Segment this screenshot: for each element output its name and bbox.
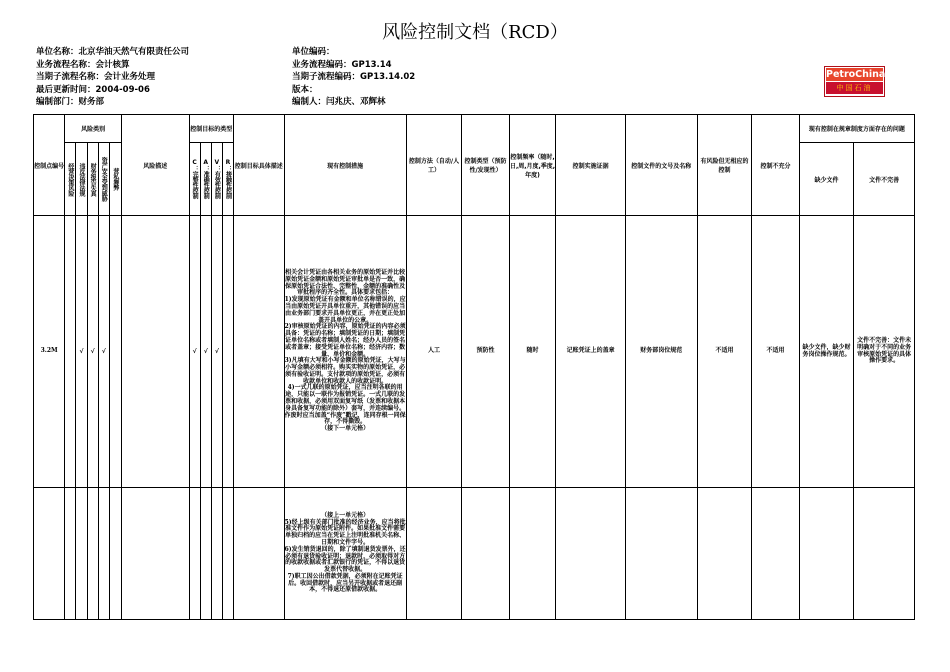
empty-cell [799,488,854,620]
control-type: 预防性 [462,216,509,488]
empty-cell [98,488,109,620]
risk-check [109,216,121,488]
header-frequency: 控制频率（随时,日,周,月度,季度,年度) [509,115,555,216]
header-risk-type: 财务报告失真 [87,143,98,216]
header-objective-type: 控制目标的类型 [189,115,233,143]
empty-cell [76,488,87,620]
empty-cell [509,488,555,620]
empty-cell [556,488,626,620]
risk-check: √ [87,216,98,488]
objective-check: √ [211,216,222,488]
header-measures: 现有控制措施 [284,115,406,216]
table-row [34,216,915,488]
empty-cell [200,488,211,620]
empty-cell [65,488,76,620]
header-objective-detail: 控制目标具体描述 [234,115,285,216]
empty-cell [625,488,697,620]
header-objective-type-item: C：完整性控制 [189,143,200,216]
header-incomplete-doc: 文件不完善 [854,143,915,216]
ctrl-insufficient: 不适用 [752,216,799,488]
risk-check [65,216,76,488]
objective-check: √ [200,216,211,488]
empty-cell [406,488,462,620]
subprocess-code: 当期子流程编码：GP13.14.02 [292,72,416,82]
empty-cell [109,488,121,620]
unit-name: 单位名称：北京华油天然气有限责任公司 [36,47,190,57]
control-method: 人工 [406,216,462,488]
objective-check [222,216,233,488]
header-insufficient: 控制不充分 [752,115,799,216]
petrochina-logo [824,66,885,97]
header-risk-type: 违反法律法规 [76,143,87,216]
header-risk-type: 经营决策风险 [65,143,76,216]
control-frequency: 随时 [509,216,555,488]
risk-desc [121,216,189,488]
header-risk-no-ctrl: 有风险但无相应的控制 [697,115,752,216]
author: 编制人：闫兆庆、邓辉林 [292,97,386,107]
header-objective-type-item: A：准确性控制 [200,143,211,216]
empty-cell [462,488,509,620]
header-risk-desc: 风险描述 [121,115,189,216]
control-measures: （接上一单元格） 5)经上级有关部门批准的经济业务，应当将批准文件作为原始凭证附件。如果批准文件需要单独归档的应当在凭证上注明批准机关名称、日期和文件字号。 6)发生销货退回的，除了填制退货发票外，还必须有退货验收证明；退款时，必须取得对方的收款收据或者汇款银行的凭证，不得以退货发票代替收据。 7)职工因公出借款凭据，必须附在记账凭证后。收回借款时，应当另开收据或者退还副本，不得退还原借款收据。 [284,488,406,620]
empty-cell [211,488,222,620]
control-evidence: 记账凭证上的盖章 [556,216,626,488]
table-row [34,488,915,620]
version: 版本： [292,84,318,95]
header-system-issue: 现有控制在规章制度方面存在的问题 [799,115,914,143]
risk-check: √ [98,216,109,488]
department: 编制部门：财务部 [36,97,105,107]
header-evidence: 控制实施证据 [556,115,626,216]
missing-doc: 缺少文件，缺少财务岗位操作规范。 [799,216,854,488]
header-risk-category: 风险类别 [65,115,122,143]
empty-cell [87,488,98,620]
empty-cell [234,488,285,620]
empty-cell [752,488,799,620]
objective-check: √ [189,216,200,488]
last-updated: 最后更新时间：2004-09-06 [36,84,150,95]
rcd-table [33,114,915,620]
control-no: 3.2M [34,216,65,488]
empty-cell [697,488,752,620]
risk-no-ctrl: 不适用 [697,216,752,488]
control-measures: 相关会计凭证由各相关业务的原始凭证并比较原始凭证金额和原始凭证审批单是否一致，确保原始凭证合法性、完整性，金额的准确性及审批程序的齐全性。具体要求包括： 1)发现原始凭证有金额和单位名称错误的，应当由原始凭证开具单位重开，其他错误的应当由业务部门要求开具单位更正，并在更正处加盖开具单位的公章。 2)审核原始凭证的内容，原始凭证的内容必须具备：凭证的名称；填制凭证的日期；填制凭证单位名称或者填制人姓名；经办人员的签名或者盖章；接受凭证单位名称；经济内容；数量、单价和金额。 3)凡填有大写和小写金额的原始凭证，大写与小写金额必须相符。购买实物的原始凭证，必须有验收证明。支付款项的原始凭证，必须有收款单位和收款人的收款证明。 4)一式几联的原始凭证，应当注明各联的用途，只能以一联作为报销凭证。一式几联的发票和收据，必须用双面复写纸（发票和收据本身具备复写功能的除外）套写，并连续编号。作废时应当加盖“作废”戳记，连同存根一同保存，不得撕毁。 （接下一单元格） [284,216,406,488]
header-control-no: 控制点编号 [34,115,65,216]
unit-code: 单位编码： [292,47,335,57]
risk-check: √ [76,216,87,488]
control-doc-ref: 财务部岗位规范 [625,216,697,488]
empty-cell [34,488,65,620]
header-risk-type: 资产安全受到威胁 [98,143,109,216]
meta-right [292,46,415,109]
subprocess-name: 当期子流程名称：会计业务处理 [36,72,156,82]
objective-detail [234,216,285,488]
header-method: 控制方法（自动/人工） [406,115,462,216]
header-risk-type: 营私舞弊 [109,143,121,216]
header-doc-ref: 控制文件的文号及名称 [625,115,697,216]
page-title: 风险控制文档（RCD） [382,22,568,43]
header-objective-type-item: V：有效性控制 [211,143,222,216]
empty-cell [121,488,189,620]
process-code: 业务流程编码：GP13.14 [292,59,392,70]
incomplete-doc: 文件不完善：文件未明确对于不同的业务审核原始凭证的具体操作要求。 [854,216,915,488]
meta-left [36,46,189,109]
logo-brand: PetroChina [826,69,886,80]
header-missing-doc: 缺少文件 [799,143,854,216]
empty-cell [189,488,200,620]
header-ctrl-type: 控制类型（预防性/发现性） [462,115,509,216]
process-name: 业务流程名称：会计核算 [36,59,130,70]
header-objective-type-item: R：接触性控制 [222,143,233,216]
empty-cell [854,488,915,620]
logo-subtitle: 中国石油 [826,82,883,94]
empty-cell [222,488,233,620]
